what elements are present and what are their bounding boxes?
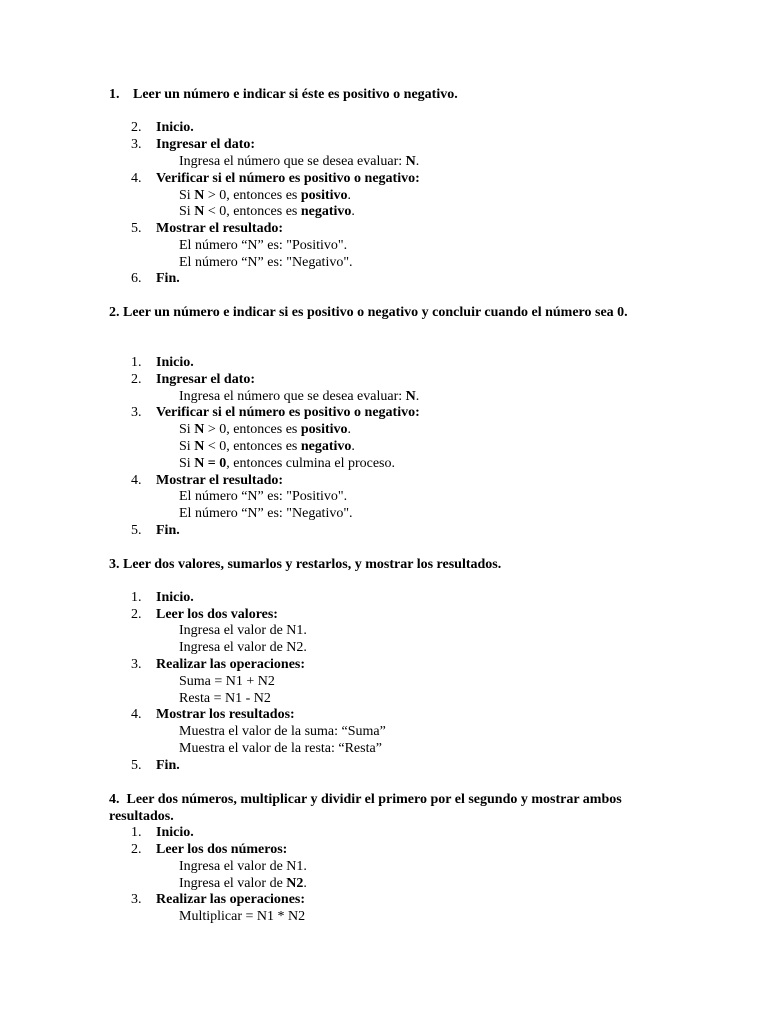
detail-bold: N: [194, 204, 205, 219]
list-item: [0, 221, 768, 238]
list-item: [0, 137, 768, 154]
detail-text: .: [415, 154, 420, 169]
step-number: 1.: [131, 825, 142, 840]
detail-text: El número “N” es: "Negativo".: [179, 255, 353, 270]
detail-text: Si: [179, 204, 195, 219]
step-detail: [0, 623, 768, 640]
list-item: [0, 355, 768, 372]
exercise-heading: [109, 305, 649, 322]
detail-text: Multiplicar = N1 * N2: [179, 909, 306, 924]
detail-bold: N: [405, 154, 416, 169]
step-label: Inicio.: [156, 120, 194, 135]
detail-bold: positivo: [300, 422, 348, 437]
step-detail: [0, 640, 768, 657]
detail-text: Muestra el valor de la resta: “Resta”: [179, 741, 382, 756]
detail-text: Ingresa el valor de N1.: [179, 859, 307, 874]
list-item: [0, 372, 768, 389]
list-item: [0, 171, 768, 188]
step-detail: [0, 154, 768, 171]
detail-text: Si: [179, 188, 195, 203]
step-label: Fin.: [156, 523, 180, 538]
step-detail: [0, 188, 768, 205]
step-label: Ingresar el dato:: [156, 372, 256, 387]
detail-text: Ingresa el número que se desea evaluar:: [179, 154, 406, 169]
step-detail: [0, 238, 768, 255]
detail-text: El número “N” es: "Negativo".: [179, 506, 353, 521]
detail-text: .: [347, 422, 352, 437]
step-number: 1.: [131, 590, 142, 605]
exercise-number: 4.: [109, 792, 120, 807]
detail-text: .: [351, 439, 355, 454]
step-label: Realizar las operaciones:: [156, 657, 306, 672]
step-label: Inicio.: [156, 825, 194, 840]
detail-bold: N = 0: [194, 456, 227, 471]
detail-text: .: [347, 188, 352, 203]
step-label: Ingresar el dato:: [156, 137, 256, 152]
step-detail: [0, 691, 768, 708]
step-label: Leer los dos valores:: [156, 607, 278, 622]
detail-bold: positivo: [300, 188, 348, 203]
exercise-heading: [109, 87, 649, 104]
exercise-number: 1.: [109, 87, 120, 102]
detail-text: Suma = N1 + N2: [179, 674, 275, 689]
detail-text: > 0, entonces es: [204, 188, 301, 203]
step-number: 6.: [131, 271, 142, 286]
detail-text: El número “N” es: "Positivo".: [179, 238, 348, 253]
step-detail: [0, 506, 768, 523]
step-number: 3.: [131, 137, 142, 152]
detail-text: El número “N” es: "Positivo".: [179, 489, 348, 504]
exercise-title: Leer un número e indicar si éste es positivo o negativo.: [133, 87, 458, 102]
step-number: 2.: [131, 607, 142, 622]
detail-text: .: [303, 876, 307, 891]
step-label: Fin.: [156, 271, 180, 286]
list-item: [0, 707, 768, 724]
step-detail: [0, 255, 768, 272]
step-label: Mostrar el resultado:: [156, 473, 284, 488]
step-label: Inicio.: [156, 590, 194, 605]
step-detail: [0, 389, 768, 406]
detail-text: > 0, entonces es: [204, 422, 301, 437]
step-label: Mostrar los resultados:: [156, 707, 295, 722]
step-detail: [0, 741, 768, 758]
step-detail: [0, 909, 768, 926]
detail-bold: N: [194, 439, 205, 454]
exercise-number: 3.: [109, 557, 120, 572]
exercise-title: Leer dos números, multiplicar y dividir el primero por el segundo y mostrar ambos resultados.: [109, 792, 622, 824]
list-item: [0, 590, 768, 607]
step-number: 4.: [131, 473, 142, 488]
detail-text: Ingresa el valor de: [179, 876, 287, 891]
step-detail: [0, 724, 768, 741]
list-item: [0, 758, 768, 775]
step-detail: [0, 439, 768, 456]
step-label: Leer los dos números:: [156, 842, 288, 857]
detail-bold: negativo: [300, 204, 352, 219]
step-detail: [0, 876, 768, 893]
step-number: 5.: [131, 523, 142, 538]
detail-text: Ingresa el valor de N1.: [179, 623, 307, 638]
exercise-number: 2.: [109, 305, 120, 320]
detail-text: Si: [179, 422, 195, 437]
list-item: [0, 842, 768, 859]
exercise-heading: [109, 557, 649, 574]
detail-bold: N: [405, 389, 416, 404]
detail-bold: negativo: [300, 439, 352, 454]
list-item: [0, 523, 768, 540]
detail-text: Ingresa el valor de N2.: [179, 640, 307, 655]
step-number: 4.: [131, 171, 142, 186]
step-number: 1.: [131, 355, 142, 370]
detail-text: Si: [179, 456, 195, 471]
exercise-title: Leer un número e indicar si es positivo o negativo y concluir cuando el número sea 0.: [123, 305, 628, 320]
detail-text: .: [415, 389, 420, 404]
step-detail: [0, 489, 768, 506]
step-number: 4.: [131, 707, 142, 722]
exercise-title: Leer dos valores, sumarlos y restarlos, y mostrar los resultados.: [123, 557, 502, 572]
step-detail: [0, 456, 768, 473]
step-label: Realizar las operaciones:: [156, 892, 306, 907]
step-label: Fin.: [156, 758, 180, 773]
detail-text: Si: [179, 439, 195, 454]
step-number: 2.: [131, 842, 142, 857]
detail-text: , entonces culmina el proceso.: [226, 456, 395, 471]
step-number: 5.: [131, 758, 142, 773]
detail-text: Resta = N1 - N2: [179, 691, 271, 706]
list-item: [0, 473, 768, 490]
list-item: [0, 271, 768, 288]
step-label: Inicio.: [156, 355, 194, 370]
detail-text: < 0, entonces es: [204, 439, 301, 454]
step-label: Verificar si el número es positivo o negativo:: [156, 171, 420, 186]
list-item: [0, 405, 768, 422]
list-item: [0, 607, 768, 624]
detail-text: < 0, entonces es: [204, 204, 301, 219]
step-label: Mostrar el resultado:: [156, 221, 284, 236]
detail-text: Muestra el valor de la suma: “Suma”: [179, 724, 386, 739]
list-item: [0, 892, 768, 909]
step-detail: [0, 422, 768, 439]
step-number: 3.: [131, 405, 142, 420]
step-label: Verificar si el número es positivo o negativo:: [156, 405, 420, 420]
detail-text: .: [351, 204, 355, 219]
step-detail: [0, 204, 768, 221]
step-number: 3.: [131, 892, 142, 907]
step-number: 5.: [131, 221, 142, 236]
detail-bold: N: [194, 422, 205, 437]
list-item: [0, 657, 768, 674]
step-number: 2.: [131, 120, 142, 135]
step-number: 2.: [131, 372, 142, 387]
step-number: 3.: [131, 657, 142, 672]
step-detail: [0, 674, 768, 691]
detail-bold: N2: [286, 876, 304, 891]
exercise-heading: [109, 792, 649, 826]
list-item: [0, 825, 768, 842]
detail-bold: N: [194, 188, 205, 203]
detail-text: Ingresa el número que se desea evaluar:: [179, 389, 406, 404]
step-detail: [0, 859, 768, 876]
list-item: [0, 120, 768, 137]
